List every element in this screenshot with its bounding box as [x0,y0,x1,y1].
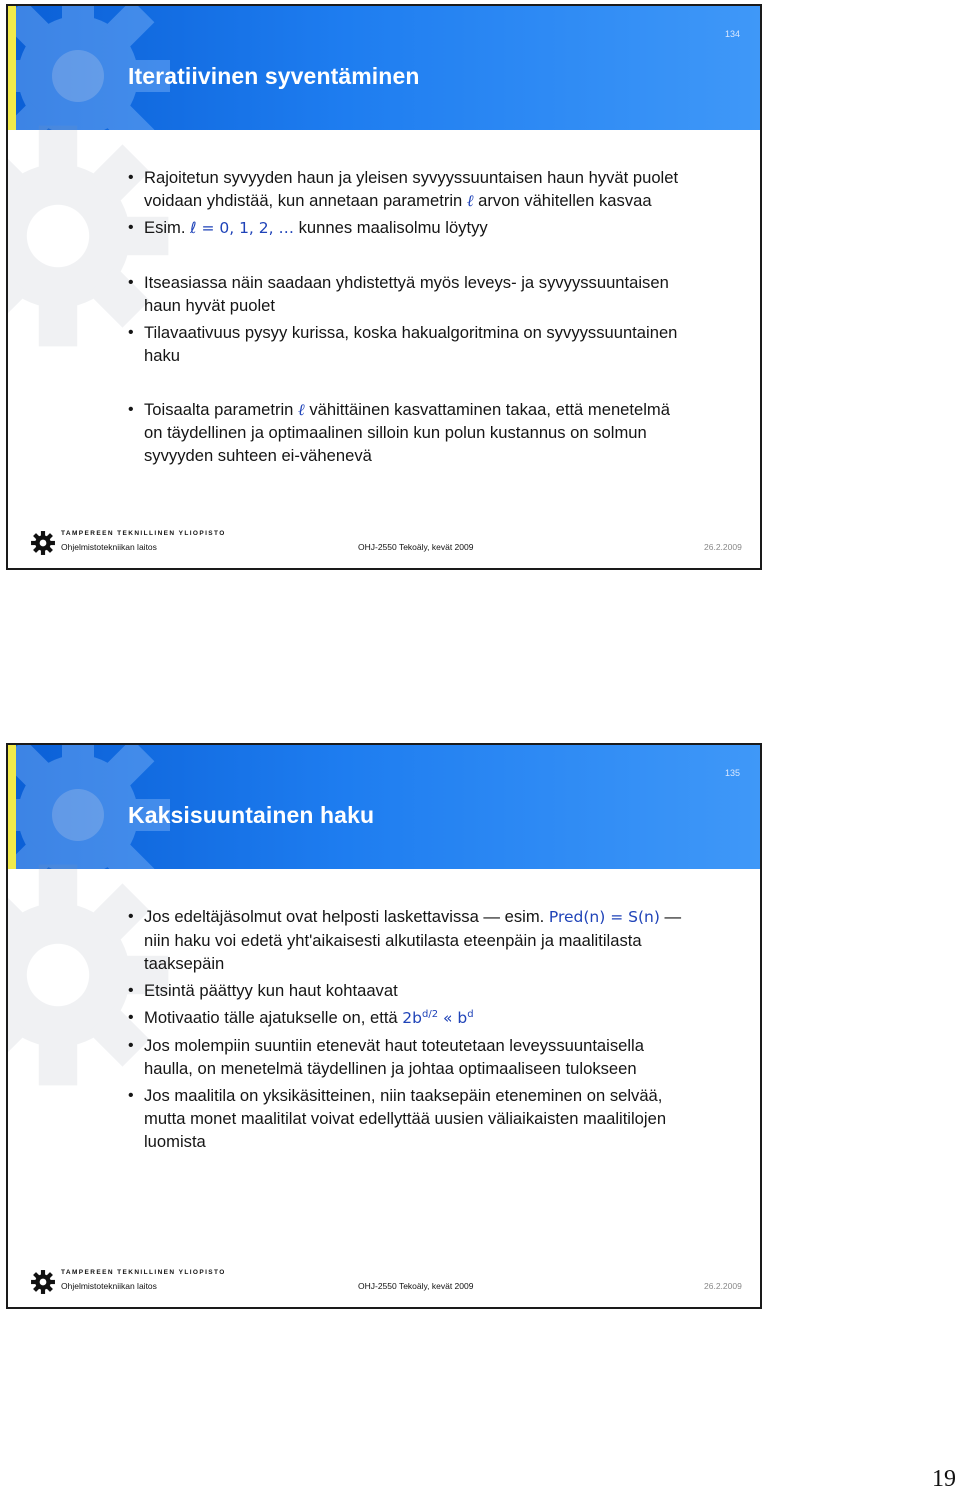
bullet-item: • Itseasiassa näin saadaan yhdistettyä myös leveys- ja syvyyssuuntaisen haun hyvät puolet [128,271,688,317]
slide-title: Iteratiivinen syventäminen [128,63,420,89]
bullet-item: • Etsintä päättyy kun haut kohtaavat [128,979,688,1002]
bullet-item: • Toisaalta parametrin ℓ vähittäinen kasvattaminen takaa, että menetelmä on täydellinen ja optimaalinen silloin kun polun kustannus on solmun syvyyden suhteen ei-vähenevä [128,398,688,467]
bullet-item: • Jos maalitila on yksikäsitteinen, niin taaksepäin eteneminen on selvää, mutta monet maalitilat voivat edellyttää uusien väliaikaisten maalitilojen luomista [128,1084,688,1153]
footer-university: TAMPEREEN TEKNILLINEN YLIOPISTO [61,530,226,537]
bullet-item: • Jos molempiin suuntiin etenevät haut toteutetaan leveyssuuntaisella haulla, on menetelmä täydellinen ja johtaa optimaaliseen tulokseen [128,1034,688,1080]
bullet-item: • Esim. ℓ = 0, 1, 2, … kunnes maalisolmu löytyy [128,216,688,240]
bullet-list [128,905,688,1153]
bullet-item: • Tilavaativuus pysyy kurissa, koska hakualgoritmina on syvyyssuuntainen haku [128,321,688,367]
header-accent-strip [8,6,16,130]
page-number: 19 [932,1466,956,1492]
bullet-item: • Jos edeltäjäsolmut ovat helposti laskettavissa — esim. Pred(n) = S(n) — niin haku voi edetä yht'aikaisesti alkutilasta eteenpäin ja maalitilasta taaksepäin [128,905,688,975]
footer-department: Ohjelmistotekniikan laitos [61,542,157,552]
bullet-item: • Motivaatio tälle ajatukselle on, että $2b^{d/2}$ « $b^d$ [128,1006,688,1030]
slide-number: 134 [724,29,740,39]
slide-header [8,6,760,130]
footer-date: 26.2.2009 [704,1281,742,1291]
slide-134 [6,4,762,570]
footer-course: OHJ-2550 Tekoäly, kevät 2009 [358,1281,474,1291]
gear-logo-icon [30,530,56,556]
bullet-item: • Rajoitetun syvyyden haun ja yleisen syvyyssuuntaisen haun hyvät puolet voidaan yhdistää, kun annetaan parametrin ℓ arvon vähitellen kasvaa [128,166,688,212]
bullet-list [128,166,688,467]
slide-135 [6,743,762,1309]
slide-header [8,745,760,869]
footer-university: TAMPEREEN TEKNILLINEN YLIOPISTO [61,1269,226,1276]
gear-logo-icon [30,1269,56,1295]
footer-department: Ohjelmistotekniikan laitos [61,1281,157,1291]
slide-number: 135 [724,768,740,778]
slide-footer [8,528,760,568]
footer-date: 26.2.2009 [704,542,742,552]
slide-title: Kaksisuuntainen haku [128,802,375,828]
header-accent-strip [8,745,16,869]
footer-course: OHJ-2550 Tekoäly, kevät 2009 [358,542,474,552]
slide-footer [8,1267,760,1307]
